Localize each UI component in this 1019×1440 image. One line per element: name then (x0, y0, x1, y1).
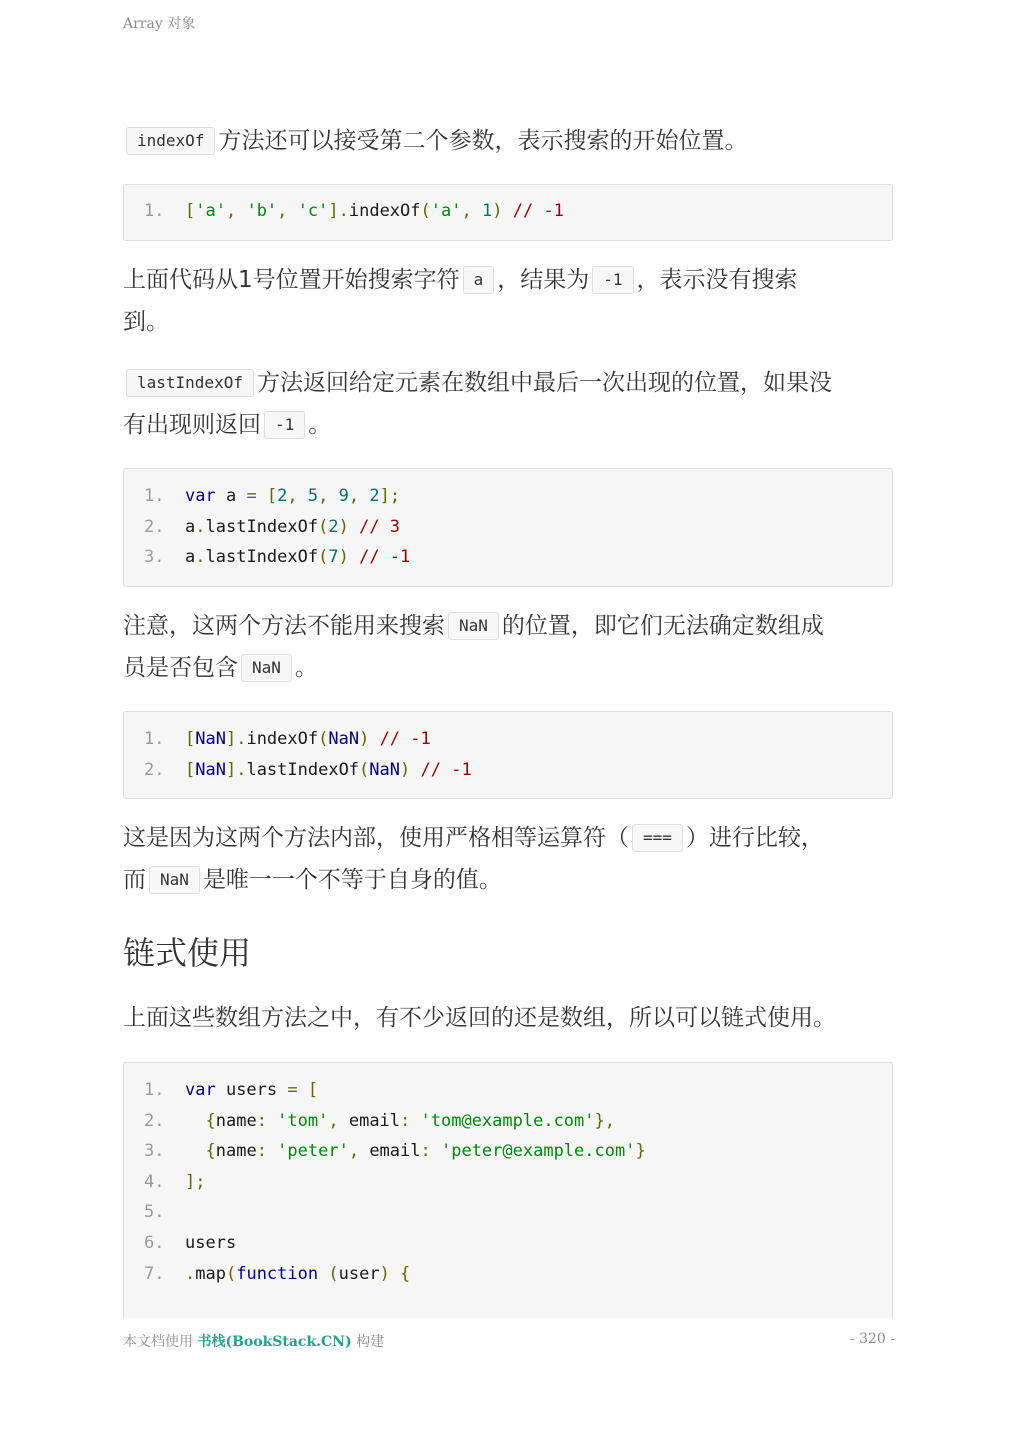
code-token: , (328, 1110, 349, 1131)
line-number: 2. (144, 759, 165, 780)
code-token: // -1 (420, 759, 472, 780)
code-token: indexOf (246, 729, 319, 749)
code-token: , (225, 201, 247, 221)
line-number: 4. (144, 1171, 165, 1192)
code-text (185, 1075, 318, 1105)
code-token: ) { (379, 1263, 411, 1284)
paragraph-chaining: 上面这些数组方法之中，有不少返回的还是数组，所以可以链式使用。 (123, 1005, 836, 1031)
running-header: Array 对象 (123, 16, 196, 32)
paragraph-text: 员是否包含 (123, 655, 238, 681)
code-text (185, 1136, 646, 1166)
inline-code: indexOf (126, 127, 215, 155)
code-text (185, 512, 400, 542)
code-token: lastIndexOf (246, 759, 360, 780)
code-text (185, 542, 410, 572)
paragraph-text: 方法返回给定元素在数组中最后一次出现的位置，如果没 (256, 370, 832, 396)
code-token: a (185, 516, 196, 537)
code-token: NaN (195, 759, 226, 780)
inline-code: NaN (448, 612, 499, 640)
code-token: users (185, 1233, 237, 1253)
code-token: ) (400, 759, 421, 780)
page-footer (123, 1331, 895, 1351)
code-token: name (215, 1110, 257, 1131)
code-token: 2 (328, 516, 339, 537)
paragraph-text: 有出现则返回 (123, 412, 261, 438)
code-token: map (195, 1263, 226, 1284)
paragraph-indexof-second-arg (123, 120, 895, 162)
section-heading: 链式使用 (123, 934, 252, 972)
code-token: var (185, 486, 216, 506)
code-token: // -1 (379, 729, 431, 749)
code-token: 'peter@example.com' (440, 1141, 636, 1162)
code-text (185, 724, 431, 754)
footer-brand-link[interactable]: 书栈(BookStack.CN) (197, 1334, 352, 1350)
code-token: 1 (481, 201, 493, 221)
code-block-3 (123, 711, 893, 799)
code-token: } (635, 1141, 646, 1162)
code-token: ]; (185, 1171, 206, 1192)
paragraph-strict-equality (123, 817, 895, 901)
line-number: 7. (144, 1263, 165, 1284)
code-text (185, 755, 472, 785)
code-block-1 (123, 184, 893, 241)
inline-code: === (632, 824, 683, 852)
line-number: 3. (144, 547, 165, 568)
code-token: NaN (369, 759, 401, 780)
paragraph-text: ，结果为 (497, 267, 590, 293)
code-token: // 3 (359, 516, 401, 537)
paragraph-text: 。 (308, 412, 332, 438)
code-token (318, 1264, 328, 1284)
code-token: 2 (277, 486, 288, 506)
code-token: user (338, 1263, 380, 1284)
line-number: 2. (144, 516, 165, 537)
code-token (185, 1141, 205, 1161)
code-token: ( (420, 201, 431, 221)
inline-code: -1 (592, 266, 633, 294)
code-token: ( (359, 759, 370, 780)
code-token: ]; (379, 486, 401, 506)
code-token: ) (492, 201, 513, 221)
code-token: ) (338, 516, 360, 537)
code-token: NaN (328, 729, 360, 749)
code-token: : (256, 1141, 278, 1162)
code-token: . (195, 547, 206, 568)
code-token: lastIndexOf (205, 516, 319, 537)
code-token: [ (185, 759, 196, 780)
code-token: 2 (369, 486, 380, 506)
code-token: 'c' (297, 201, 329, 221)
code-token: , (318, 486, 339, 506)
code-text (185, 1259, 410, 1289)
paragraph-lastindexof (123, 362, 895, 446)
paragraph-text: ，表示没有搜索 (636, 267, 798, 293)
code-text (185, 1106, 615, 1136)
code-token: [ (185, 729, 196, 749)
code-token: , (348, 486, 370, 506)
code-token: indexOf (348, 201, 421, 221)
line-number: 5. (144, 1202, 165, 1223)
code-token: 'peter' (277, 1141, 349, 1162)
code-token: ]. (328, 201, 349, 221)
code-token: : (256, 1110, 278, 1131)
code-token: ) (338, 547, 360, 568)
code-token: ( (318, 516, 329, 537)
code-token: , (287, 486, 308, 506)
code-token: function (236, 1263, 319, 1284)
code-token: var (185, 1080, 216, 1100)
code-token: 'tom@example.com' (420, 1110, 595, 1131)
paragraph-text: 而 (123, 867, 146, 893)
code-token: = [ (287, 1080, 319, 1100)
inline-code: -1 (264, 411, 305, 439)
code-token: ( (328, 1263, 339, 1284)
code-token: users (215, 1080, 288, 1100)
code-token: email (348, 1110, 401, 1131)
paragraph-text: 注意，这两个方法不能用来搜索 (123, 613, 445, 639)
paragraph-text: 的位置，即它们无法确定数组成 (501, 613, 824, 639)
code-token: ) (359, 729, 380, 749)
code-token: 9 (338, 486, 349, 506)
code-token: // -1 (512, 201, 564, 221)
code-token: , (348, 1141, 370, 1162)
code-block-4 (123, 1062, 893, 1318)
inline-code: lastIndexOf (126, 369, 254, 397)
code-token: 'a' (195, 201, 226, 221)
paragraph-text: 方法还可以接受第二个参数，表示搜索的开始位置。 (218, 128, 748, 154)
code-token: ]. (225, 759, 247, 780)
paragraph-text: ）进行比较， (685, 825, 824, 851)
code-text (185, 1228, 236, 1258)
code-token: : (400, 1110, 421, 1131)
code-token: : (420, 1141, 441, 1162)
paragraph-nan-note (123, 605, 895, 689)
code-text (185, 196, 564, 226)
paragraph-text: 是唯一一个不等于自身的值。 (202, 867, 502, 893)
page-number: - 320 - (849, 1331, 895, 1347)
inline-code: NaN (149, 866, 200, 894)
code-token: lastIndexOf (205, 547, 319, 568)
code-token: . (185, 1263, 196, 1284)
code-token: { (205, 1110, 216, 1131)
code-token: a (185, 547, 196, 568)
code-text (185, 1167, 205, 1197)
line-number: 1. (144, 201, 165, 221)
code-token: 'a' (430, 201, 462, 221)
code-token: , (461, 201, 482, 221)
code-token: ( (318, 547, 329, 568)
code-token (185, 1111, 205, 1131)
paragraph-search-result (123, 259, 895, 343)
code-token: NaN (195, 729, 226, 749)
code-block-2 (123, 468, 893, 587)
code-token: ( (318, 729, 329, 749)
code-token: 5 (307, 486, 319, 506)
line-number: 2. (144, 1110, 165, 1131)
code-token: email (369, 1141, 421, 1162)
line-number: 6. (144, 1233, 165, 1253)
paragraph-text: 这是因为这两个方法内部，使用严格相等运算符（ (123, 825, 629, 851)
paragraph-text: 。 (294, 655, 318, 681)
code-token: name (215, 1141, 257, 1162)
line-number: 3. (144, 1141, 165, 1162)
paragraph-text: 到。 (123, 309, 169, 335)
line-number: 1. (144, 486, 165, 506)
code-token: 7 (328, 547, 339, 568)
footer-suffix: 构建 (356, 1334, 385, 1350)
code-token: { (205, 1141, 216, 1162)
line-number: 1. (144, 1080, 165, 1100)
code-text (185, 481, 400, 511)
paragraph-text: 上面代码从1号位置开始搜索字符 (123, 267, 460, 293)
code-token: = [ (246, 486, 278, 506)
code-token: ( (225, 1263, 237, 1284)
code-token: ]. (225, 729, 247, 749)
code-token: [ (185, 201, 196, 221)
inline-code: NaN (241, 654, 292, 682)
code-token: 'b' (246, 201, 278, 221)
code-token: . (195, 516, 206, 537)
code-token: , (277, 201, 298, 221)
code-token: a (215, 486, 247, 506)
inline-code: a (463, 266, 495, 294)
footer-prefix: 本文档使用 (123, 1334, 193, 1350)
code-token: 'tom' (277, 1110, 329, 1131)
code-token: }, (594, 1110, 615, 1131)
line-number: 1. (144, 729, 165, 749)
code-token: // -1 (359, 547, 411, 568)
